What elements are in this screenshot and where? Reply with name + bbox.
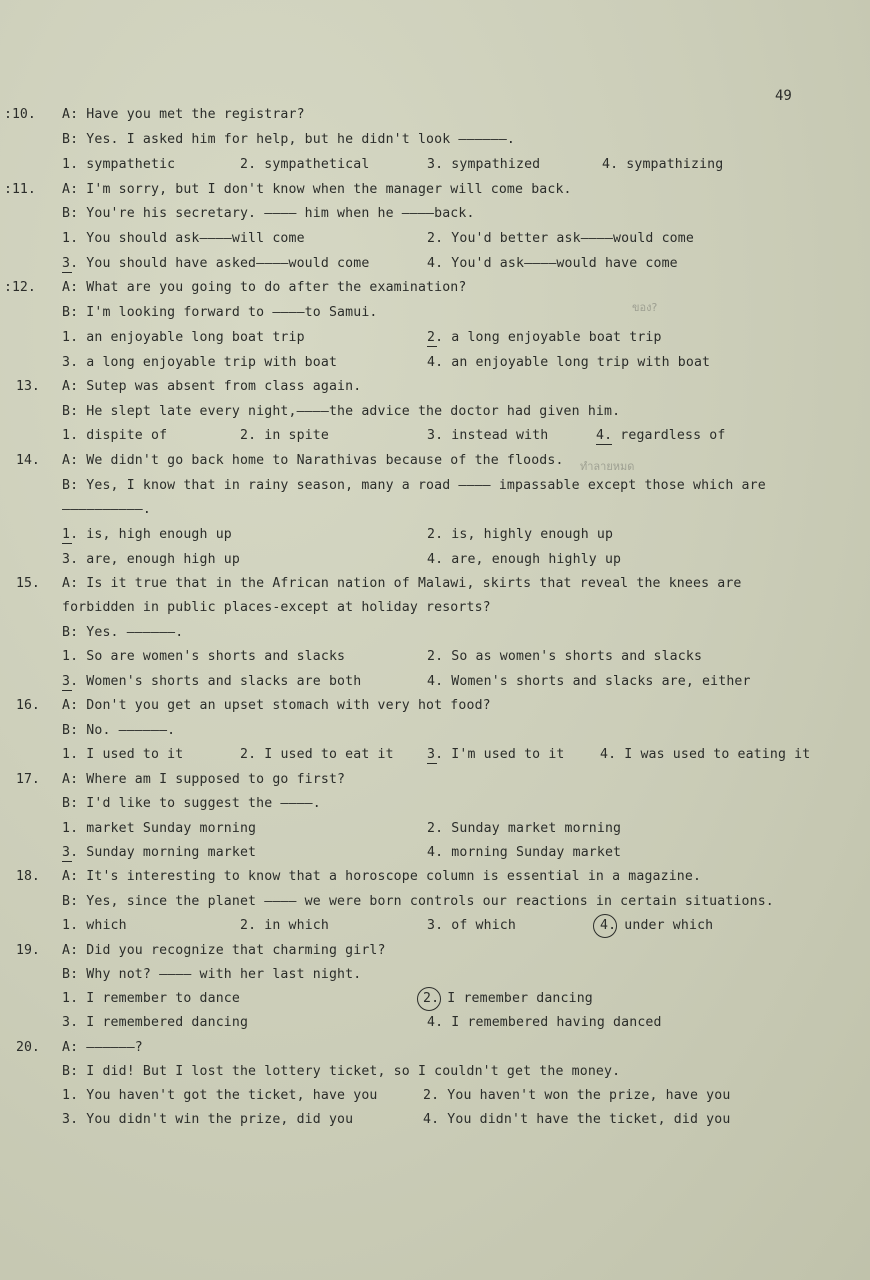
option: 1. market Sunday morning: [62, 821, 257, 836]
option: 4. regardless of: [596, 428, 726, 443]
dialogue-line: A: Where am I supposed to go first?: [62, 772, 346, 787]
option: 4. I remembered having danced: [427, 1015, 662, 1030]
question-number: 17.: [16, 772, 40, 787]
option: 3. sympathized: [427, 157, 541, 172]
question-number: :10.: [4, 107, 36, 122]
dialogue-line: forbidden in public places-except at holiday resorts?: [62, 600, 491, 615]
dialogue-line: A: We didn't go back home to Narathivas because of the floods.: [62, 453, 564, 468]
option: 4. an enjoyable long trip with boat: [427, 355, 711, 370]
option: 3. a long enjoyable trip with boat: [62, 355, 338, 370]
option: 4. under which: [600, 918, 714, 933]
answer-circle: [593, 914, 617, 938]
dialogue-line: B: Yes, since the planet ———— we were born controls our reactions in certain situations.: [62, 894, 774, 909]
option: 3. Sunday morning market: [62, 845, 257, 860]
option: 1. is, high enough up: [62, 527, 232, 542]
option: 1. I used to it: [62, 747, 184, 762]
option: 4. You didn't have the ticket, did you: [423, 1112, 731, 1127]
dialogue-line: B: Why not? ———— with her last night.: [62, 967, 362, 982]
option: 2. So as women's shorts and slacks: [427, 649, 703, 664]
option: 2. in spite: [240, 428, 329, 443]
question-number: 14.: [16, 453, 40, 468]
dialogue-line: B: I'd like to suggest the ————.: [62, 796, 321, 811]
option: 2. Sunday market morning: [427, 821, 622, 836]
question-number: 18.: [16, 869, 40, 884]
option: 3. of which: [427, 918, 516, 933]
option: 3. I'm used to it: [427, 747, 565, 762]
question-number: :11.: [4, 182, 36, 197]
option: 4. morning Sunday market: [427, 845, 622, 860]
option: 4. I was used to eating it: [600, 747, 811, 762]
dialogue-line: B: I'm looking forward to ————to Samui.: [62, 305, 378, 320]
option: 4. Women's shorts and slacks are, either: [427, 674, 751, 689]
dialogue-line: A: What are you going to do after the examination?: [62, 280, 467, 295]
dialogue-line: A: Did you recognize that charming girl?: [62, 943, 386, 958]
question-number: 15.: [16, 576, 40, 591]
question-number: 19.: [16, 943, 40, 958]
question-number: 20.: [16, 1040, 40, 1055]
option: 3. You didn't win the prize, did you: [62, 1112, 354, 1127]
option: 3. are, enough high up: [62, 552, 240, 567]
dialogue-line: B: Yes. ——————.: [62, 625, 184, 640]
dialogue-line: A: Is it true that in the African nation of Malawi, skirts that reveal the knees are: [62, 576, 742, 591]
dialogue-line: B: I did! But I lost the lottery ticket, so I couldn't get the money.: [62, 1064, 621, 1079]
page-number: 49: [775, 88, 792, 104]
option: 2. is, highly enough up: [427, 527, 614, 542]
question-number: :12.: [4, 280, 36, 295]
handwritten-note: ของ?: [632, 301, 658, 314]
option: 2. You'd better ask————would come: [427, 231, 694, 246]
option: 1. an enjoyable long boat trip: [62, 330, 305, 345]
dialogue-line: A: ——————?: [62, 1040, 143, 1055]
option: 1. So are women's shorts and slacks: [62, 649, 346, 664]
option: 4. sympathizing: [602, 157, 724, 172]
dialogue-line: B: No. ——————.: [62, 723, 176, 738]
dialogue-line: A: Don't you get an upset stomach with very hot food?: [62, 698, 491, 713]
dialogue-line: A: Have you met the registrar?: [62, 107, 305, 122]
dialogue-line: B: He slept late every night,————the advice the doctor had given him.: [62, 404, 621, 419]
question-number: 16.: [16, 698, 40, 713]
dialogue-line: A: I'm sorry, but I don't know when the manager will come back.: [62, 182, 572, 197]
answer-circle: [417, 987, 441, 1011]
option: 2. You haven't won the prize, have you: [423, 1088, 731, 1103]
option: 2. a long enjoyable boat trip: [427, 330, 662, 345]
dialogue-line: A: It's interesting to know that a horoscope column is essential in a magazine.: [62, 869, 702, 884]
option: 3. instead with: [427, 428, 549, 443]
option: 1. dispite of: [62, 428, 168, 443]
option: 2. I used to eat it: [240, 747, 394, 762]
dialogue-line: B: You're his secretary. ———— him when he ————back.: [62, 206, 475, 221]
option: 3. You should have asked————would come: [62, 256, 370, 271]
option: 1. I remember to dance: [62, 991, 240, 1006]
dialogue-line: B: Yes, I know that in rainy season, many a road ———— impassable except those which are: [62, 478, 766, 493]
option: 1. sympathetic: [62, 157, 176, 172]
option: 2. I remember dancing: [423, 991, 593, 1006]
dialogue-line: ——————————.: [62, 502, 151, 517]
option: 3. Women's shorts and slacks are both: [62, 674, 362, 689]
option: 1. which: [62, 918, 127, 933]
dialogue-line: A: Sutep was absent from class again.: [62, 379, 362, 394]
handwritten-note: ทำลายหมด: [580, 460, 635, 473]
option: 4. are, enough highly up: [427, 552, 622, 567]
question-number: 13.: [16, 379, 40, 394]
option: 2. sympathetical: [240, 157, 370, 172]
option: 4. You'd ask————would have come: [427, 256, 678, 271]
option: 1. You haven't got the ticket, have you: [62, 1088, 378, 1103]
option: 1. You should ask————will come: [62, 231, 305, 246]
option: 2. in which: [240, 918, 329, 933]
dialogue-line: B: Yes. I asked him for help, but he didn't look ——————.: [62, 132, 516, 147]
option: 3. I remembered dancing: [62, 1015, 249, 1030]
